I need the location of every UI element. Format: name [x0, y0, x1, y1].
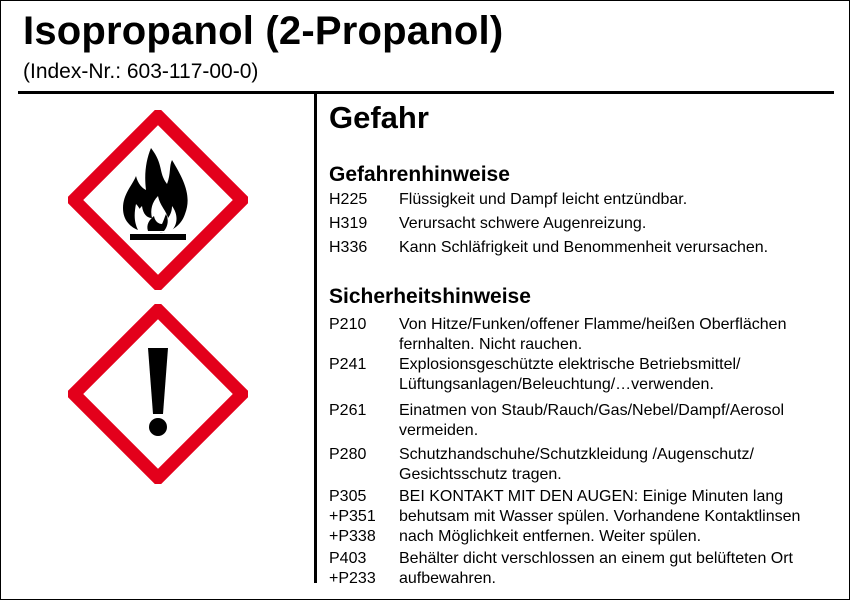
statement-text-line: aufbewahren.: [399, 570, 496, 587]
statement-text: [399, 238, 839, 258]
statement-text-line: nach Möglichkeit entfernen. Weiter spülen.: [399, 528, 702, 545]
exclamation-mark-icon: [68, 304, 248, 484]
statement-code-line: P210: [329, 316, 367, 333]
statement-code: [329, 487, 397, 547]
statement-code-line: H225: [329, 191, 368, 208]
statement-text-line: Behälter dicht verschlossen an einem gut belüfteten Ort: [399, 550, 793, 567]
statement-text-line: Von Hitze/Funken/offener Flamme/heißen Oberflächen: [399, 316, 787, 333]
statement-code-line: H336: [329, 239, 368, 256]
statement-code-line: P403: [329, 550, 367, 567]
statement-text: [399, 549, 839, 589]
statement-text: [399, 315, 839, 355]
statement-code: [329, 355, 397, 375]
statement-text-line: vermeiden.: [399, 422, 479, 439]
statement-text: [399, 190, 839, 210]
statement-code-line: +P351: [329, 508, 376, 525]
statement-code-line: P305: [329, 488, 367, 505]
statement-text: [399, 355, 839, 395]
flame-icon: [68, 110, 248, 290]
page-title: Isopropanol (2-Propanol): [23, 9, 504, 53]
statement-code: [329, 214, 397, 234]
signal-word: Gefahr: [329, 100, 429, 135]
statement-code: [329, 190, 397, 210]
statement-text: [399, 487, 839, 547]
statement-text: [399, 401, 839, 441]
statement-text-line: Verursacht schwere Augenreizung.: [399, 215, 647, 232]
statement-code: [329, 445, 397, 465]
statement-code: [329, 238, 397, 258]
statement-code-line: +P338: [329, 528, 376, 545]
statement-code-line: P241: [329, 356, 367, 373]
statement-code-line: P261: [329, 402, 367, 419]
statement-code: [329, 315, 397, 335]
statement-text-line: Lüftungsanlagen/Beleuchtung/…verwenden.: [399, 376, 714, 393]
statement-text: [399, 445, 839, 485]
index-number: (Index-Nr.: 603-117-00-0): [23, 60, 259, 83]
header-divider: [18, 91, 834, 94]
exclamation-pictogram: [68, 304, 248, 484]
statement-code-line: H319: [329, 215, 368, 232]
statement-text-line: Schutzhandschuhe/Schutzkleidung /Augenschutz/: [399, 446, 754, 463]
statement-text-line: fernhalten. Nicht rauchen.: [399, 336, 583, 353]
hazard-heading: Gefahrenhinweise: [329, 163, 510, 186]
statement-code: [329, 401, 397, 421]
statement-text-line: behutsam mit Wasser spülen. Vorhandene Kontaktlinsen: [399, 508, 801, 525]
statement-text-line: Flüssigkeit und Dampf leicht entzündbar.: [399, 191, 688, 208]
flame-pictogram: [68, 110, 248, 290]
precaution-heading: Sicherheitshinweise: [329, 285, 531, 308]
statement-text-line: Explosionsgeschützte elektrische Betriebsmittel/: [399, 356, 741, 373]
statement-text-line: BEI KONTAKT MIT DEN AUGEN: Einige Minuten lang: [399, 488, 784, 505]
statement-code-line: P280: [329, 446, 367, 463]
statement-code-line: +P233: [329, 570, 376, 587]
statement-text-line: Kann Schläfrigkeit und Benommenheit verursachen.: [399, 239, 769, 256]
statement-text-line: Einatmen von Staub/Rauch/Gas/Nebel/Dampf/Aerosol: [399, 402, 785, 419]
statement-text-line: Gesichtsschutz tragen.: [399, 466, 562, 483]
statement-code: [329, 549, 397, 589]
column-divider: [314, 94, 317, 583]
statement-text: [399, 214, 839, 234]
